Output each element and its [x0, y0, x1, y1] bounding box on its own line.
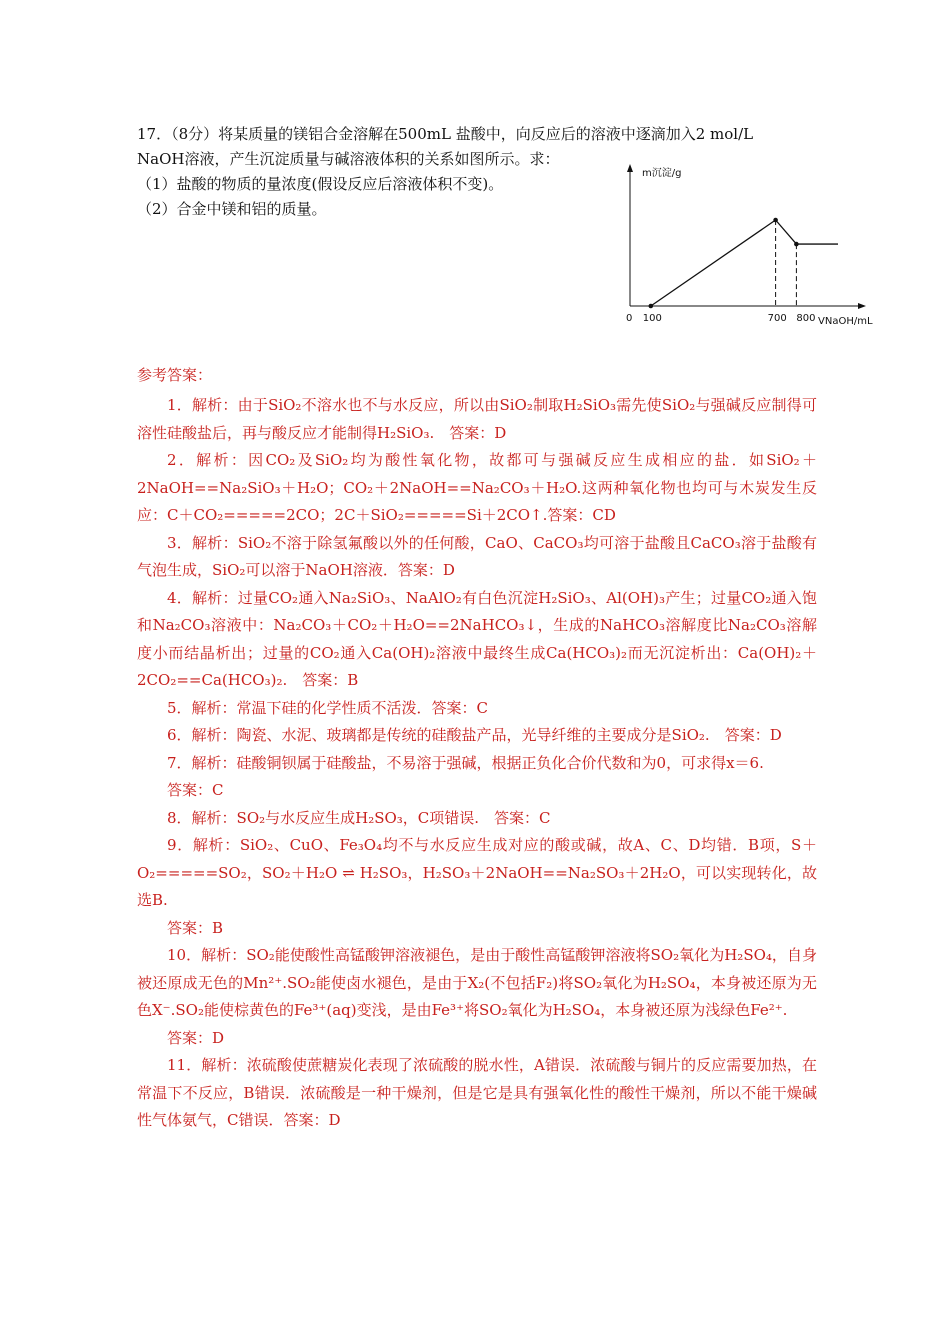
- y-axis-label: m沉淀/g: [642, 168, 682, 179]
- series-line-segment: [776, 220, 797, 244]
- x-tick-label: 100: [642, 313, 662, 324]
- answer-item: 5．解析：常温下硅的化学性质不活泼．答案：C: [167, 698, 489, 717]
- answer-item: 7．解析：硅酸铜钡属于硅酸盐，不易溶于强碱，根据正负化合价代数和为0，可求得x＝6.: [167, 753, 764, 772]
- answer-item: 10．解析：SO₂能使酸性高锰酸钾溶液褪色，是由于酸性高锰酸钾溶液将SO₂氧化为H₂SO₄，自身被还原成无色的Mn²⁺.SO₂能使卤水褪色，是由于X₂(不包括F₂)将SO₂氧化为H₂SO₄，本身被还原为无色X⁻.SO₂能使棕黄色的Fe³⁺(aq)变浅，是由Fe³⁺将SO₂氧化为H₂SO₄，本身被还原为浅绿色Fe²⁺.: [137, 946, 817, 1019]
- answer-list: [137, 392, 817, 1135]
- x-axis-label: VNaOH/mL: [818, 316, 873, 327]
- x-axis-arrow: [858, 303, 866, 309]
- answer-item: 4．解析：过量CO₂通入Na₂SiO₃、NaAlO₂有白色沉淀H₂SiO₃、Al(OH)₃产生；过量CO₂通入饱和Na₂CO₃溶液中：Na₂CO₃＋CO₂＋H₂O==2NaHCO₃↓，生成的NaHCO₃溶解度比Na₂CO₃溶解度小而结晶析出；过量的CO₂通入Ca(OH)₂溶液中最终生成Ca(HCO₃)₂而无沉淀析出：Ca(OH)₂＋2CO₂==Ca(HCO₃)₂. 答案：B: [137, 588, 817, 689]
- x-tick-label: 700: [767, 313, 787, 324]
- answer-item: 11．解析：浓硫酸使蔗糖炭化表现了浓硫酸的脱水性，A错误．浓硫酸与铜片的反应需要加热，在常温下不反应，B错误．浓硫酸是一种干燥剂，但是它是具有强氧化性的酸性干燥剂，所以不能干燥碱性气体氨气，C错误．答案：D: [137, 1056, 817, 1129]
- answer-item: 答案：B: [167, 918, 224, 937]
- answer-title: 参考答案：: [137, 366, 213, 384]
- answer-item: 答案：C: [167, 781, 224, 799]
- answer-item: 答案：D: [167, 1028, 225, 1047]
- answer-item: 2．解析：因CO₂及SiO₂均为酸性氧化物，故都可与强碱反应生成相应的盐．如SiO₂＋2NaOH==Na₂SiO₃＋H₂O；CO₂＋2NaOH==Na₂CO₃＋H₂O.这两种氧化物也均可与木炭发生反应：C＋CO₂=====2CO；2C＋SiO₂=====Si＋2CO↑.答案：CD: [137, 451, 817, 524]
- data-point: [649, 304, 654, 309]
- precipitate-chart: [610, 158, 890, 338]
- origin-label: 0: [626, 313, 633, 324]
- answer-item: 1．解析：由于SiO₂不溶水也不与水反应，所以由SiO₂制取H₂SiO₃需先使SiO₂与强碱反应制得可溶性硅酸盐后，再与酸反应才能制得H₂SiO₃. 答案：D: [137, 396, 817, 442]
- y-axis-arrow: [627, 164, 633, 172]
- answer-item: 8．解析：SO₂与水反应生成H₂SO₃，C项错误. 答案：C: [167, 808, 551, 827]
- x-tick-label: 800: [796, 313, 816, 324]
- question-line1: 17．（8分）将某质量的镁铝合金溶解在500mL 盐酸中，向反应后的溶液中逐滴加入2 mol/L: [137, 125, 754, 143]
- series-line-segment: [651, 220, 776, 306]
- answer-item: 9．解析：SiO₂、CuO、Fe₃O₄均不与水反应生成对应的酸或碱，故A、C、D均错．B项，S＋O₂=====SO₂，SO₂＋H₂O ⇌ H₂SO₃，H₂SO₃＋2NaOH==Na₂SO₃＋2H₂O，可以实现转化，故选B.: [137, 836, 817, 909]
- question-part1: （1）盐酸的物质的量浓度(假设反应后溶液体积不变)。: [137, 175, 504, 193]
- question-part2: （2）合金中镁和铝的质量。: [137, 200, 327, 218]
- answer-item: 3．解析：SiO₂不溶于除氢氟酸以外的任何酸，CaO、CaCO₃均可溶于盐酸且CaCO₃溶于盐酸有气泡生成，SiO₂可以溶于NaOH溶液．答案：D: [137, 533, 817, 579]
- answer-item: 6．解析：陶瓷、水泥、玻璃都是传统的硅酸盐产品，光导纤维的主要成分是SiO₂. 答案：D: [167, 726, 782, 744]
- question-line2: NaOH溶液，产生沉淀质量与碱溶液体积的关系如图所示。求：: [137, 150, 560, 168]
